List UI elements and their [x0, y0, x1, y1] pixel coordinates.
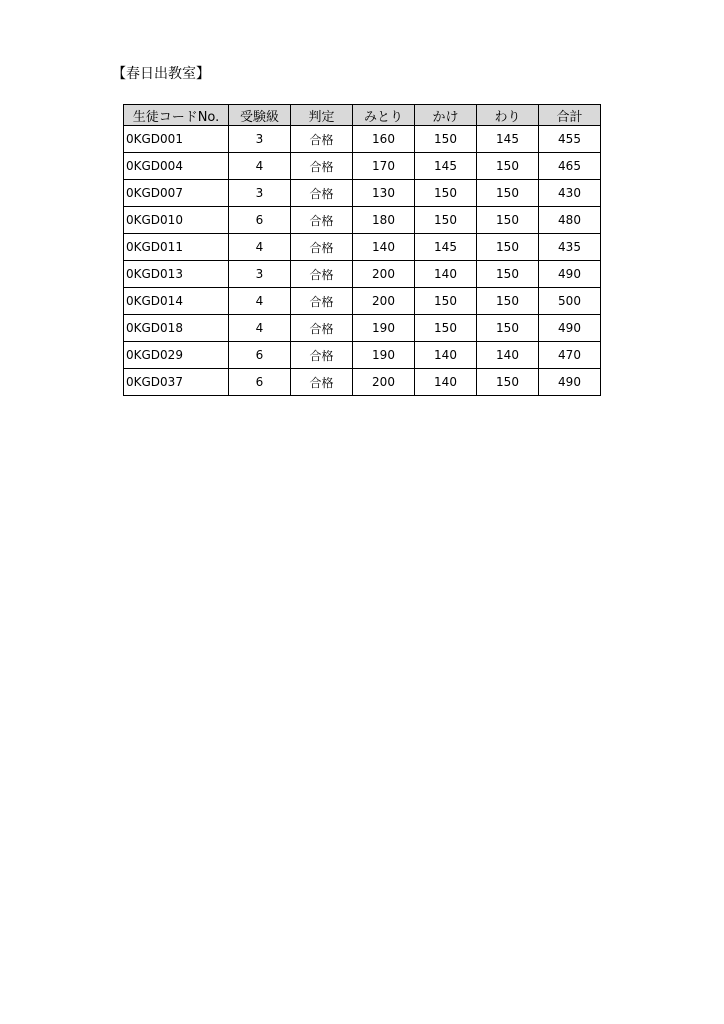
- cell-wari: 150: [477, 369, 539, 396]
- cell-wari: 150: [477, 180, 539, 207]
- table-row: [124, 261, 601, 288]
- cell-total: 500: [539, 288, 601, 315]
- cell-kake: 145: [415, 153, 477, 180]
- page-title: 【春日出教室】: [112, 66, 210, 82]
- cell-mitori: 200: [353, 261, 415, 288]
- cell-total: 480: [539, 207, 601, 234]
- cell-student-code: 0KGD010: [124, 207, 229, 234]
- cell-student-code: 0KGD013: [124, 261, 229, 288]
- cell-wari: 150: [477, 234, 539, 261]
- cell-mitori: 190: [353, 315, 415, 342]
- header-wari: わり: [477, 105, 539, 126]
- cell-exam-grade: 4: [229, 234, 291, 261]
- cell-total: 455: [539, 126, 601, 153]
- cell-result: 合格: [291, 153, 353, 180]
- cell-kake: 140: [415, 261, 477, 288]
- cell-wari: 150: [477, 207, 539, 234]
- cell-wari: 140: [477, 342, 539, 369]
- cell-exam-grade: 3: [229, 180, 291, 207]
- cell-result: 合格: [291, 261, 353, 288]
- header-result: 判定: [291, 105, 353, 126]
- table-row: [124, 153, 601, 180]
- cell-exam-grade: 6: [229, 207, 291, 234]
- cell-student-code: 0KGD004: [124, 153, 229, 180]
- cell-kake: 145: [415, 234, 477, 261]
- header-exam-grade: 受験級: [229, 105, 291, 126]
- cell-total: 470: [539, 342, 601, 369]
- cell-mitori: 190: [353, 342, 415, 369]
- cell-result: 合格: [291, 126, 353, 153]
- cell-wari: 150: [477, 288, 539, 315]
- cell-mitori: 200: [353, 369, 415, 396]
- cell-student-code: 0KGD007: [124, 180, 229, 207]
- cell-result: 合格: [291, 207, 353, 234]
- header-student-code: 生徒コードNo.: [124, 105, 229, 126]
- results-table: [123, 104, 601, 396]
- table-row: [124, 126, 601, 153]
- cell-mitori: 140: [353, 234, 415, 261]
- cell-mitori: 200: [353, 288, 415, 315]
- header-total: 合計: [539, 105, 601, 126]
- table-row: [124, 369, 601, 396]
- cell-result: 合格: [291, 288, 353, 315]
- cell-kake: 150: [415, 315, 477, 342]
- cell-total: 490: [539, 315, 601, 342]
- cell-kake: 150: [415, 180, 477, 207]
- cell-result: 合格: [291, 369, 353, 396]
- table-row: [124, 342, 601, 369]
- cell-total: 465: [539, 153, 601, 180]
- cell-exam-grade: 4: [229, 288, 291, 315]
- cell-result: 合格: [291, 315, 353, 342]
- cell-kake: 150: [415, 288, 477, 315]
- header-kake: かけ: [415, 105, 477, 126]
- cell-wari: 150: [477, 261, 539, 288]
- cell-mitori: 130: [353, 180, 415, 207]
- cell-exam-grade: 4: [229, 315, 291, 342]
- cell-exam-grade: 3: [229, 261, 291, 288]
- cell-total: 435: [539, 234, 601, 261]
- cell-student-code: 0KGD037: [124, 369, 229, 396]
- cell-kake: 140: [415, 342, 477, 369]
- table-row: [124, 315, 601, 342]
- cell-total: 490: [539, 369, 601, 396]
- table-row: [124, 207, 601, 234]
- cell-student-code: 0KGD001: [124, 126, 229, 153]
- cell-exam-grade: 6: [229, 369, 291, 396]
- cell-mitori: 170: [353, 153, 415, 180]
- cell-kake: 140: [415, 369, 477, 396]
- table-row: [124, 234, 601, 261]
- cell-result: 合格: [291, 342, 353, 369]
- cell-wari: 145: [477, 126, 539, 153]
- cell-exam-grade: 4: [229, 153, 291, 180]
- cell-student-code: 0KGD014: [124, 288, 229, 315]
- cell-student-code: 0KGD018: [124, 315, 229, 342]
- table-row: [124, 288, 601, 315]
- cell-result: 合格: [291, 234, 353, 261]
- cell-result: 合格: [291, 180, 353, 207]
- cell-student-code: 0KGD029: [124, 342, 229, 369]
- table-header-row: [124, 105, 601, 126]
- cell-wari: 150: [477, 315, 539, 342]
- cell-exam-grade: 6: [229, 342, 291, 369]
- table-row: [124, 180, 601, 207]
- cell-total: 490: [539, 261, 601, 288]
- header-mitori: みとり: [353, 105, 415, 126]
- cell-total: 430: [539, 180, 601, 207]
- cell-student-code: 0KGD011: [124, 234, 229, 261]
- cell-wari: 150: [477, 153, 539, 180]
- cell-exam-grade: 3: [229, 126, 291, 153]
- cell-mitori: 160: [353, 126, 415, 153]
- cell-kake: 150: [415, 126, 477, 153]
- cell-mitori: 180: [353, 207, 415, 234]
- cell-kake: 150: [415, 207, 477, 234]
